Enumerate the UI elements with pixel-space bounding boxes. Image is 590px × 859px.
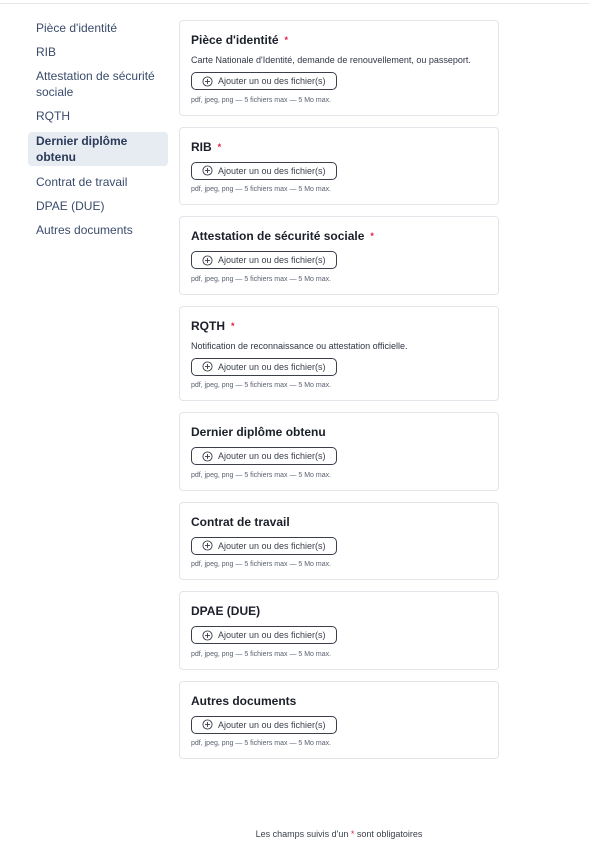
card-title-text: RQTH [191, 318, 225, 333]
add-files-button-label: Ajouter un ou des fichier(s) [218, 451, 326, 461]
plus-circle-icon [202, 630, 213, 641]
document-card [179, 591, 499, 670]
add-files-button[interactable] [191, 162, 337, 180]
sidebar-item-3[interactable]: RQTH [36, 109, 70, 123]
document-card [179, 216, 499, 295]
documents-list [179, 20, 499, 770]
document-card [179, 20, 499, 116]
top-divider [0, 3, 590, 4]
document-card [179, 502, 499, 581]
document-card [179, 412, 499, 491]
plus-circle-icon [202, 540, 213, 551]
file-constraints-hint: pdf, jpeg, png — 5 fichiers max — 5 Mo max. [191, 561, 332, 568]
add-files-button-label: Ajouter un ou des fichier(s) [218, 361, 326, 372]
card-title-text: RIB [191, 139, 212, 154]
card-title-text: Attestation de sécurité sociale [191, 229, 365, 243]
required-note-text-after: sont obligatoires [354, 829, 423, 839]
card-title-text: Contrat de travail [191, 514, 290, 529]
required-asterisk: * [370, 231, 374, 241]
required-asterisk: * [231, 320, 235, 331]
add-files-button[interactable] [191, 626, 337, 644]
add-files-button-label: Ajouter un ou des fichier(s) [218, 630, 326, 640]
plus-circle-icon [202, 719, 213, 730]
add-files-button-label: Ajouter un ou des fichier(s) [218, 76, 326, 86]
card-title [191, 694, 487, 708]
card-title [191, 425, 487, 439]
file-constraints-hint: pdf, jpeg, png — 5 fichiers max — 5 Mo max. [191, 471, 332, 479]
add-files-button-label: Ajouter un ou des fichier(s) [218, 719, 326, 730]
document-card [179, 127, 499, 206]
card-title-text: Autres documents [191, 693, 297, 708]
file-constraints-hint: pdf, jpeg, png — 5 fichiers max — 5 Mo max. [191, 96, 332, 104]
card-description: Notification de reconnaissance ou attestation officielle. [191, 340, 408, 351]
add-files-button-label: Ajouter un ou des fichier(s) [218, 540, 326, 551]
card-description: Carte Nationale d'Identité, demande de renouvellement, ou passeport. [191, 55, 471, 65]
required-asterisk: * [350, 829, 355, 839]
card-title-text: Dernier diplôme obtenu [191, 425, 326, 439]
sidebar-item-0[interactable]: Pièce d'identité [36, 21, 118, 35]
document-card [179, 681, 499, 760]
required-asterisk: * [284, 35, 289, 45]
card-title [191, 140, 487, 154]
card-title [191, 515, 487, 529]
add-files-button-label: Ajouter un ou des fichier(s) [218, 255, 326, 265]
add-files-button[interactable] [191, 537, 337, 555]
add-files-button-label: Ajouter un ou des fichier(s) [218, 165, 326, 176]
file-constraints-hint: pdf, jpeg, png — 5 fichiers max — 5 Mo max. [191, 740, 332, 747]
required-note-text-before: Les champs suivis d'un [255, 829, 351, 839]
required-asterisk: * [217, 141, 222, 152]
card-title [191, 33, 487, 47]
add-files-button[interactable] [191, 716, 337, 734]
plus-circle-icon [202, 451, 213, 462]
card-title [191, 604, 487, 618]
card-title-text: DPAE (DUE) [191, 604, 261, 618]
sidebar-item-1[interactable]: RIB [36, 45, 57, 59]
card-title [191, 319, 487, 333]
sidebar-item-2[interactable]: Attestation de sécurité sociale [36, 69, 155, 99]
add-files-button[interactable] [191, 251, 337, 269]
sidebar-item-6[interactable]: DPAE (DUE) [36, 199, 105, 213]
plus-circle-icon [202, 361, 213, 372]
file-constraints-hint: pdf, jpeg, png — 5 fichiers max — 5 Mo max. [191, 275, 332, 283]
file-constraints-hint: pdf, jpeg, png — 5 fichiers max — 5 Mo max. [191, 186, 332, 193]
card-title-text: Pièce d'identité [191, 33, 279, 47]
file-constraints-hint: pdf, jpeg, png — 5 fichiers max — 5 Mo max. [191, 650, 332, 658]
required-fields-note [179, 829, 499, 839]
file-constraints-hint: pdf, jpeg, png — 5 fichiers max — 5 Mo max. [191, 382, 332, 389]
add-files-button[interactable] [191, 447, 337, 465]
sidebar-item-4[interactable]: Dernier diplôme obtenu [28, 132, 168, 166]
sidebar-item-5[interactable]: Contrat de travail [36, 175, 128, 189]
sidebar-nav [28, 20, 168, 246]
card-title [191, 229, 487, 243]
plus-circle-icon [202, 165, 213, 176]
add-files-button[interactable] [191, 72, 337, 90]
plus-circle-icon [202, 255, 213, 266]
document-card [179, 306, 499, 402]
plus-circle-icon [202, 76, 213, 87]
sidebar-item-7[interactable]: Autres documents [36, 223, 133, 237]
add-files-button[interactable] [191, 358, 337, 376]
